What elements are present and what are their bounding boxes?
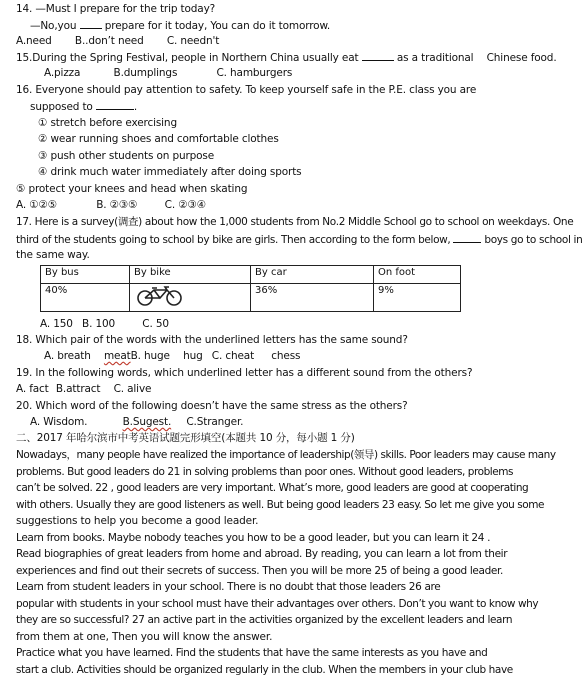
q19-option-c: C. alive xyxy=(113,383,152,395)
table-cell: 36% xyxy=(251,284,374,312)
table-row xyxy=(41,284,461,312)
passage-line: they are so successful? 27 an active part in the activities organized by the excellent leaders and learn xyxy=(16,614,513,626)
q14-option-c: C. needn't xyxy=(166,35,220,47)
q15-stem xyxy=(16,50,557,65)
q15-stem-start: 15.During the Spring Festival, people in Northern China usually eat xyxy=(16,52,359,64)
q14-stem: 14. —Must I prepare for the trip today? xyxy=(16,3,216,15)
q15-stem-mid: as a traditional xyxy=(396,52,474,64)
q15-option-c: C. hamburgers xyxy=(216,67,293,79)
q18-options xyxy=(44,349,300,363)
answer-blank xyxy=(362,50,394,61)
bicycle-icon xyxy=(134,285,186,307)
q17-line3: the same way. xyxy=(16,249,90,261)
q15-options xyxy=(44,66,292,80)
q16-option-c: C. ②③④ xyxy=(164,199,206,211)
answer-blank xyxy=(80,18,102,29)
q14-option-b: B..don’t need xyxy=(74,35,144,47)
q14-line2-end: prepare for it today, You can do it tomorrow. xyxy=(104,20,331,32)
q16-stem2-period: . xyxy=(133,101,138,113)
q17-line2 xyxy=(16,232,582,247)
q17-line2-start: third of the students going to school by bike are girls. Then according to the form below, xyxy=(16,234,451,246)
answer-blank xyxy=(453,232,481,243)
table-row xyxy=(41,266,461,284)
q16-item-3: ③ push other students on purpose xyxy=(38,150,215,162)
q15-option-b: B.dumplings xyxy=(113,67,178,79)
table-cell: 40% xyxy=(41,284,130,312)
passage-line: Read biographies of great leaders from home and abroad. By reading, you can learn a lot from their xyxy=(16,548,508,560)
q18-option-c: C. cheat xyxy=(211,350,255,362)
table-cell: 9% xyxy=(374,284,461,312)
q17-line2-end: boys go to school in xyxy=(484,234,582,246)
q20-option-c: C.Stranger. xyxy=(186,416,244,428)
passage-line: Practice what you have learned. Find the students that have the same interests as you have and xyxy=(16,647,488,659)
q16-stem2-text: supposed to xyxy=(30,101,93,113)
passage-line: Learn from books. Maybe nobody teaches you how to be a good leader, but you can learn it 24 . xyxy=(16,532,491,544)
q20-option-a: A. Wisdom. xyxy=(30,416,88,428)
table-header-cell: On foot xyxy=(374,266,461,284)
q18-option-a: A. breath xyxy=(44,350,91,362)
passage-line: start a club. Activities should be organized regularly in the club. When the members in your club have xyxy=(16,664,513,676)
answer-blank xyxy=(96,99,134,110)
q18-option-c-pair: chess xyxy=(271,350,301,362)
q16-item-2: ② wear running shoes and comfortable clothes xyxy=(38,133,279,145)
table-header-cell: By car xyxy=(251,266,374,284)
passage-line: suggestions to help you become a good leader. xyxy=(16,515,259,527)
q18-stem: 18. Which pair of the words with the underlined letters has the same sound? xyxy=(16,334,408,346)
q17-line1: 17. Here is a survey(调查) about how the 1,000 students from No.2 Middle School go to school on weekdays. One xyxy=(16,216,574,228)
q20-options xyxy=(30,415,243,429)
q18-option-b-pair: hug xyxy=(183,350,203,362)
q15-option-a: A.pizza xyxy=(44,67,81,79)
passage-line: experiences and find out their secrets of success. Then you will be more 25 of being a good leader. xyxy=(16,565,504,577)
q17-option-b: B. 100 xyxy=(82,318,116,330)
passage-line: Nowadays，many people have realized the importance of leadership(领导) skills. Poor leaders may cause many xyxy=(16,449,556,461)
q16-option-b: B. ②③⑤ xyxy=(96,199,138,211)
q19-stem: 19. In the following words, which underlined letter has a different sound from the others? xyxy=(16,367,473,379)
q14-option-a: A.need xyxy=(16,35,52,47)
q14-options xyxy=(16,34,219,48)
q18-option-b: B. huge xyxy=(130,350,170,362)
q20-option-b: B.Sugest. xyxy=(122,416,172,428)
q16-item-1: ① stretch before exercising xyxy=(38,117,177,129)
q16-item-4: ④ drink much water immediately after doing sports xyxy=(38,166,302,178)
q17-options xyxy=(40,317,169,331)
passage-line: popular with students in your school must have their advantages over others. Don’t you want to know why xyxy=(16,598,539,610)
q20-stem: 20. Which word of the following doesn’t have the same stress as the others? xyxy=(16,400,408,412)
passage-line: can’t be solved. 22 , good leaders are very important. What’s more, good leaders are good at cooperating xyxy=(16,482,529,494)
q19-option-a: A. fact xyxy=(16,383,49,395)
q17-option-a: A. 150 xyxy=(40,318,73,330)
passage-line: from them at one, Then you will know the answer. xyxy=(16,631,273,643)
q16-item-5: ⑤ protect your knees and head when skating xyxy=(16,183,248,195)
q14-line2 xyxy=(30,18,330,33)
q17-option-c: C. 50 xyxy=(142,318,169,330)
table-header-cell: By bus xyxy=(41,266,130,284)
passage-line: with others. Usually they are good listeners as well. But being good leaders 23 easy. So let me give you some xyxy=(16,499,544,511)
section-heading: 二、2017 年哈尔滨市中考英语试题完形填空(本题共 10 分，每小题 1 分) xyxy=(16,432,355,444)
q16-stem: 16. Everyone should pay attention to safety. To keep yourself safe in the P.E. class you are xyxy=(16,84,477,96)
q16-options xyxy=(16,198,206,212)
survey-table xyxy=(40,265,461,312)
q14-line2-start: —No,you xyxy=(30,20,77,32)
q15-stem-end: Chinese food. xyxy=(486,52,557,64)
passage-line: problems. But good leaders do 21 in solving problems than poor ones. Without good leaders, problems xyxy=(16,466,514,478)
q16-stem2 xyxy=(30,99,137,114)
table-cell xyxy=(130,284,251,312)
q18-option-a-pair: meat xyxy=(103,350,131,362)
q19-option-b: B.attract xyxy=(55,383,101,395)
table-header-cell: By bike xyxy=(130,266,251,284)
q19-options xyxy=(16,382,151,396)
passage-line: Learn from student leaders in your school. There is no doubt that those leaders 26 are xyxy=(16,581,441,593)
q16-option-a: A. ①②⑤ xyxy=(16,199,58,211)
